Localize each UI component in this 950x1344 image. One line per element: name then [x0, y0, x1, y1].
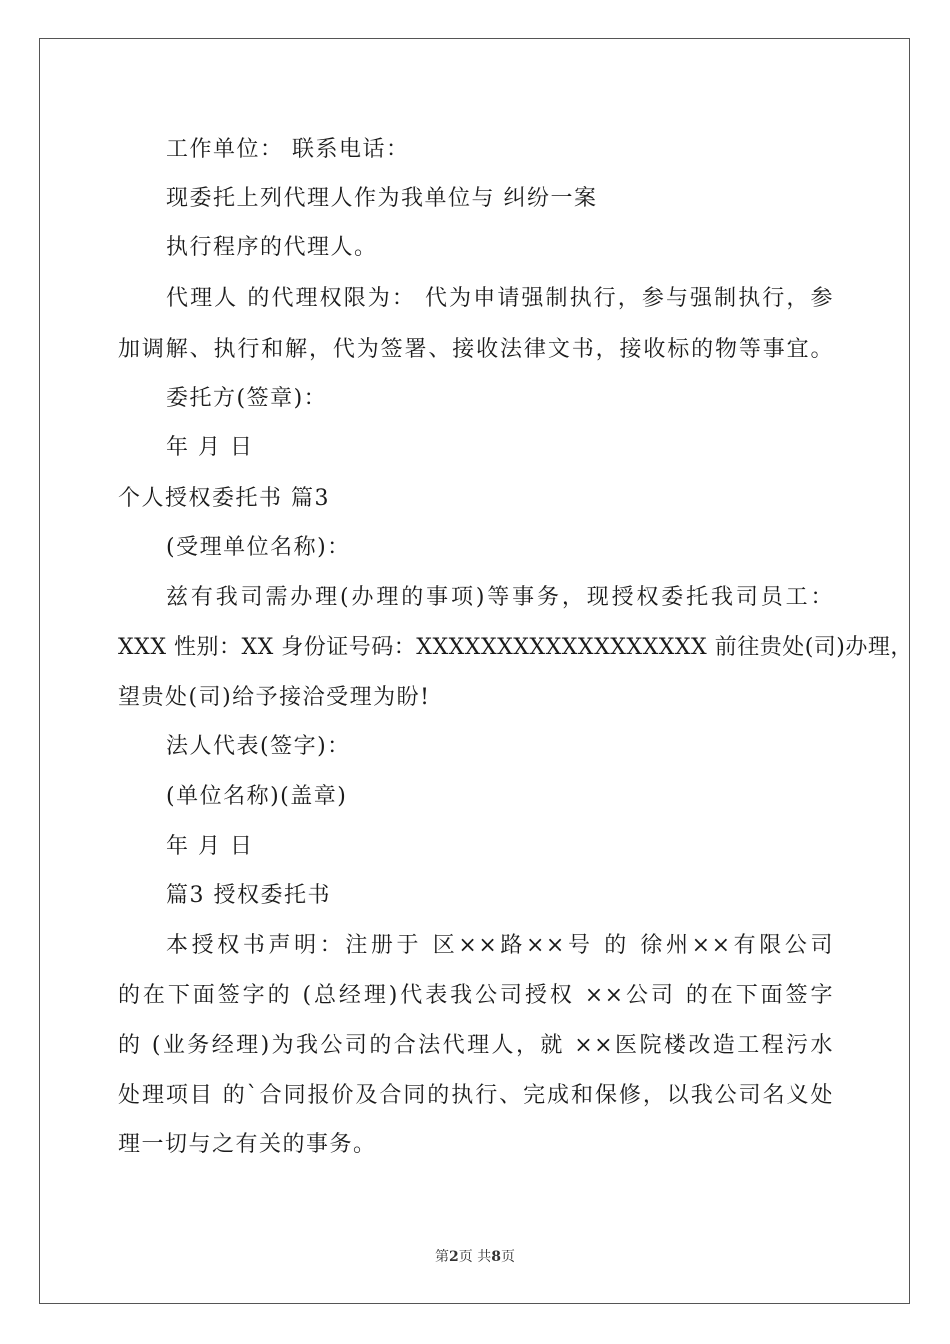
text-line: 望贵处(司)给予接洽受理为盼! — [118, 685, 431, 710]
page-border — [39, 38, 913, 1304]
text-line: 年 月 日 — [166, 435, 254, 460]
footer-prefix: 第 — [435, 1249, 450, 1265]
footer-mid: 页 共 — [458, 1249, 492, 1265]
text-line: 代理人 的代理权限为： 代为申请强制执行，参与强制执行，参 — [166, 286, 834, 311]
text-line: 本授权书声明：注册于 区××路××号 的 徐州××有限公司 — [166, 933, 834, 958]
text-line: XXX 性别：XX 身份证号码：XXXXXXXXXXXXXXXXXX 前往贵处(司)办理， — [118, 635, 913, 660]
text-line: (单位名称)(盖章) — [166, 784, 348, 809]
text-line: 工作单位： 联系电话： — [166, 137, 410, 162]
text-line: 的在下面签字的 (总经理)代表我公司授权 ××公司 的在下面签字 — [118, 983, 834, 1008]
current-page-number: 2 — [449, 1249, 459, 1265]
text-line: 执行程序的代理人。 — [166, 235, 378, 260]
text-line: 法人代表(签字)： — [166, 734, 351, 759]
text-line: 的 (业务经理)为我公司的合法代理人，就 ××医院楼改造工程污水 — [118, 1033, 834, 1058]
footer-suffix: 页 — [500, 1249, 515, 1265]
section-heading: 篇3 授权委托书 — [166, 883, 331, 908]
text-line: 兹有我司需办理(办理的事项)等事务，现授权委托我司员工： — [166, 585, 834, 610]
text-line: (受理单位名称)： — [166, 535, 351, 560]
text-line: 委托方(签章)： — [166, 386, 328, 411]
text-line: 理一切与之有关的事务。 — [118, 1132, 377, 1157]
text-line: 加调解、执行和解，代为签署、接收法律文书，接收标的物等事宜。 — [118, 337, 834, 362]
text-line: 处理项目 的`合同报价及合同的执行、完成和保修，以我公司名义处 — [118, 1083, 834, 1108]
total-page-count: 8 — [491, 1249, 501, 1265]
text-line: 现委托上列代理人作为我单位与 纠纷一案 — [166, 186, 598, 211]
section-heading: 个人授权委托书 篇3 — [118, 486, 330, 511]
text-line: 年 月 日 — [166, 834, 254, 859]
page-footer — [0, 1246, 950, 1266]
